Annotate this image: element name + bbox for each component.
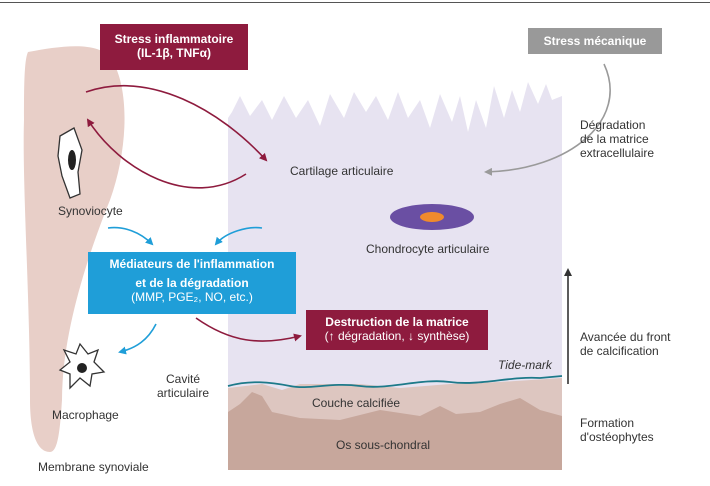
destruction-detail: (↑ dégradation, ↓ synthèse) [324, 329, 470, 343]
mediateurs-line1: Médiateurs de l'inflammation [109, 257, 275, 271]
os-sous-chondral-label: Os sous-chondral [336, 438, 431, 452]
cavite-line2: articulaire [156, 386, 210, 400]
avancee-line1: Avancée du front [580, 330, 671, 344]
formation-osteophytes-label [580, 416, 654, 444]
mediateurs-examples: (MMP, PGE₂, NO, etc.) [131, 290, 253, 304]
synovial-membrane-shape [24, 46, 125, 452]
stress-inflammatoire-box [100, 24, 248, 70]
tide-mark-label: Tide-mark [498, 358, 552, 372]
arrow-mediators-to-macrophage [120, 324, 156, 352]
chondrocyte-cell [390, 204, 474, 230]
membrane-synoviale-label: Membrane synoviale [38, 460, 149, 474]
degradation-line3: extracellulaire [580, 146, 655, 160]
degradation-line1: Dégradation [580, 118, 646, 132]
arrow-synoviocyte-to-mediators [108, 228, 152, 244]
cavite-articulaire-label [146, 372, 220, 400]
mediateurs-line2: et de la dégradation [135, 276, 249, 290]
stress-inflammatoire-cytokines: (IL-1β, TNFα) [136, 46, 212, 60]
macrophage-cell [60, 344, 104, 388]
stress-inflammatoire-title: Stress inflammatoire [114, 32, 234, 46]
synoviocyte-label: Synoviocyte [58, 204, 123, 218]
couche-calcifiee-label: Couche calcifiée [312, 396, 401, 410]
degradation-line2: de la matrice [580, 132, 649, 146]
stress-mecanique-box: Stress mécanique [528, 28, 662, 54]
destruction-matrice-box [306, 310, 488, 350]
avancee-front-label [580, 330, 671, 358]
avancee-line2: de calcification [580, 344, 659, 358]
degradation-matrice-label [580, 118, 654, 160]
formation-line1: Formation [580, 416, 635, 430]
chondrocyte-label: Chondrocyte articulaire [366, 242, 490, 256]
formation-line2: d'ostéophytes [580, 430, 654, 444]
cartilage-label: Cartilage articulaire [290, 164, 394, 178]
macrophage-label: Macrophage [52, 408, 119, 422]
destruction-title: Destruction de la matrice [325, 315, 469, 329]
mediateurs-box [88, 252, 296, 314]
cavite-line1: Cavité [165, 372, 200, 386]
